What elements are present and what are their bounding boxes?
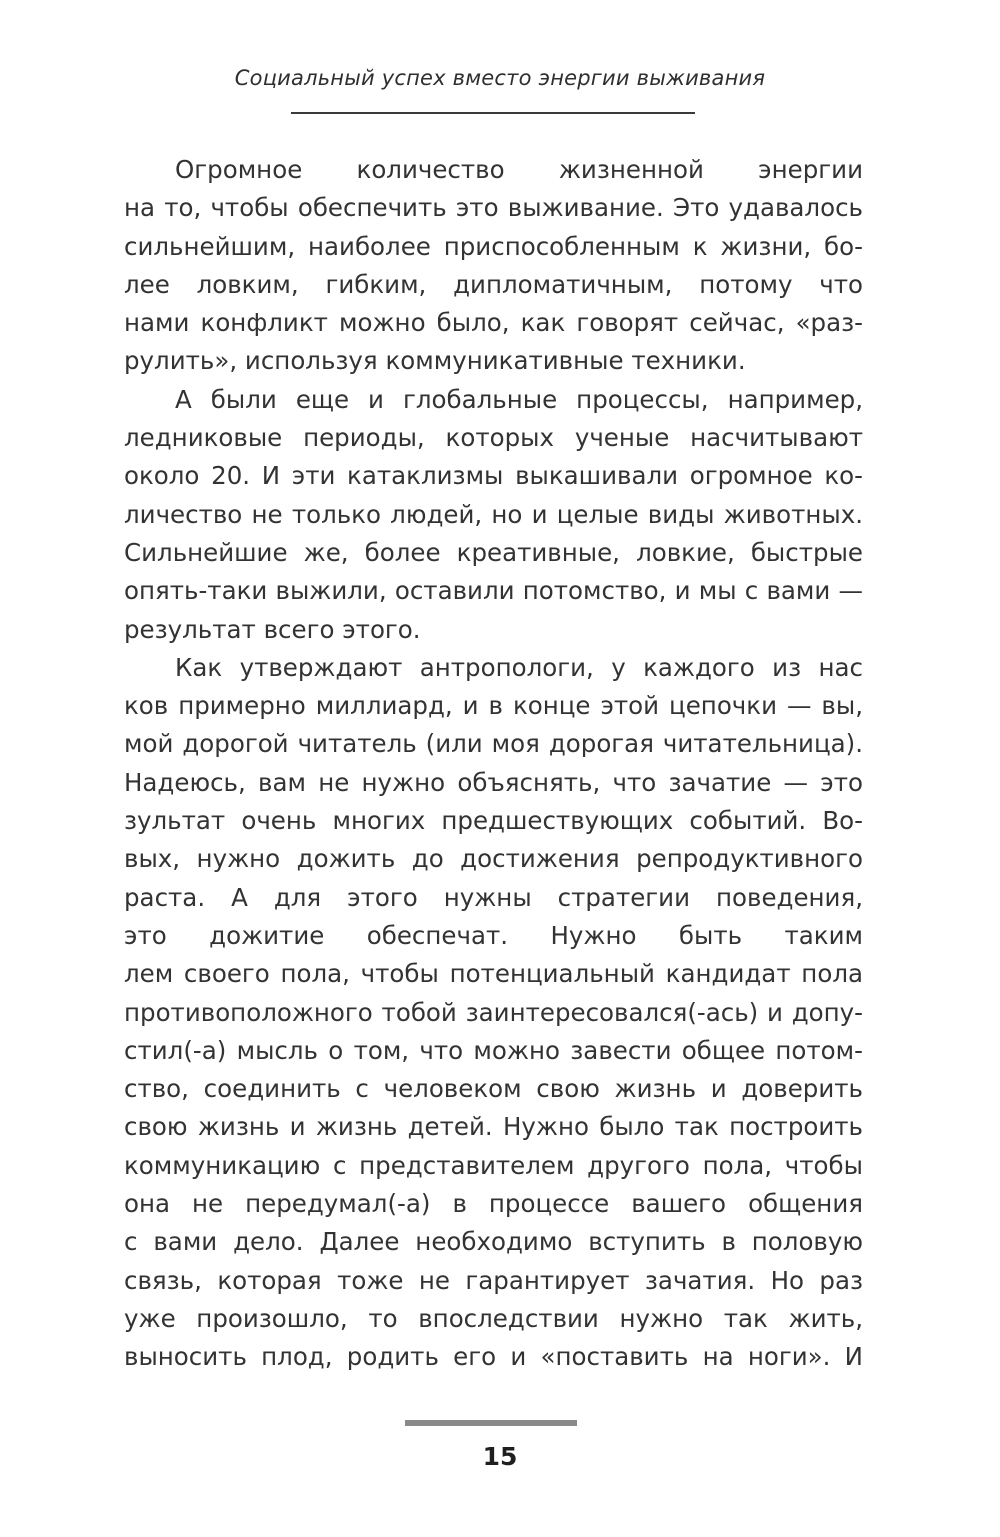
text-line: коммуникацию с представителем другого пола, чтобы bbox=[124, 1150, 863, 1180]
paragraph-2 bbox=[124, 381, 863, 649]
text-line: связь, которая тоже не гарантирует зачатия. Но раз bbox=[124, 1265, 863, 1295]
text-line: это дожитие обеспечат. Нужно быть таким bbox=[124, 920, 863, 950]
page-number: 15 bbox=[482, 1442, 518, 1471]
text-line: зультат очень многих предшествующих событий. Во- bbox=[124, 806, 863, 836]
paragraph-1 bbox=[124, 151, 863, 381]
text-line: ледниковые периоды, которых ученые насчитывают bbox=[124, 423, 863, 453]
text-line: мой дорогой читатель (или моя дорогая читательница). bbox=[124, 729, 863, 759]
text-line: Сильнейшие же, более креативные, ловкие, быстрые bbox=[124, 537, 863, 567]
page-body bbox=[124, 151, 863, 1377]
text-line: лее ловким, гибким, дипломатичным, потому что bbox=[124, 269, 863, 299]
text-line: около 20. И эти катаклизмы выкашивали огромное ко- bbox=[124, 461, 863, 491]
text-line: на то, чтобы обеспечить это выживание. Это удавалось bbox=[124, 193, 863, 223]
text-line: вых, нужно дожить до достижения репродуктивного bbox=[124, 844, 863, 874]
text-line: уже произошло, то впоследствии нужно так жить, bbox=[124, 1303, 863, 1333]
text-line: рулить», используя коммуникативные техники. bbox=[124, 346, 746, 376]
text-line: с вами дело. Далее необходимо вступить в половую bbox=[124, 1227, 863, 1257]
text-line: Огромное количество жизненной энергии bbox=[175, 155, 863, 184]
text-line: Как утверждают антропологи, у каждого из нас bbox=[175, 652, 863, 682]
text-line: раста. А для этого нужны стратегии поведения, bbox=[124, 882, 863, 912]
text-line: противоположного тобой заинтересовался(-ась) и допу- bbox=[124, 997, 863, 1027]
text-line: опять-таки выжили, оставили потомство, и мы с вами — bbox=[124, 576, 863, 606]
footer-bar bbox=[405, 1420, 577, 1426]
text-line: ство, соединить с человеком свою жизнь и доверить bbox=[124, 1074, 863, 1104]
text-line: личество не только людей, но и целые виды животных. bbox=[124, 499, 863, 529]
text-line: лем своего пола, чтобы потенциальный кандидат пола bbox=[124, 959, 863, 989]
text-line: нами конфликт можно было, как говорят сейчас, «раз- bbox=[124, 308, 863, 338]
text-line: ков примерно миллиард, и в конце этой цепочки — вы, bbox=[124, 691, 863, 721]
text-line: выносить плод, родить его и «поставить на ноги». И bbox=[124, 1342, 863, 1372]
text-line: результат всего этого. bbox=[124, 614, 421, 644]
text-line: А были еще и глобальные процессы, например, bbox=[175, 384, 863, 414]
text-line: стил(-а) мысль о том, что можно завести общее потом- bbox=[124, 1035, 863, 1065]
paragraph-3 bbox=[124, 649, 863, 1377]
text-line: она не передумал(-а) в процессе вашего общения bbox=[124, 1189, 863, 1219]
text-line: свою жизнь и жизнь детей. Нужно было так построить bbox=[124, 1112, 863, 1142]
header-rule bbox=[291, 112, 695, 114]
text-line: сильнейшим, наиболее приспособленным к жизни, бо- bbox=[124, 231, 863, 261]
running-head-title: Социальный успех вместо энергии выживания bbox=[234, 66, 766, 90]
text-line: Надеюсь, вам не нужно объяснять, что зачатие — это bbox=[124, 767, 863, 797]
